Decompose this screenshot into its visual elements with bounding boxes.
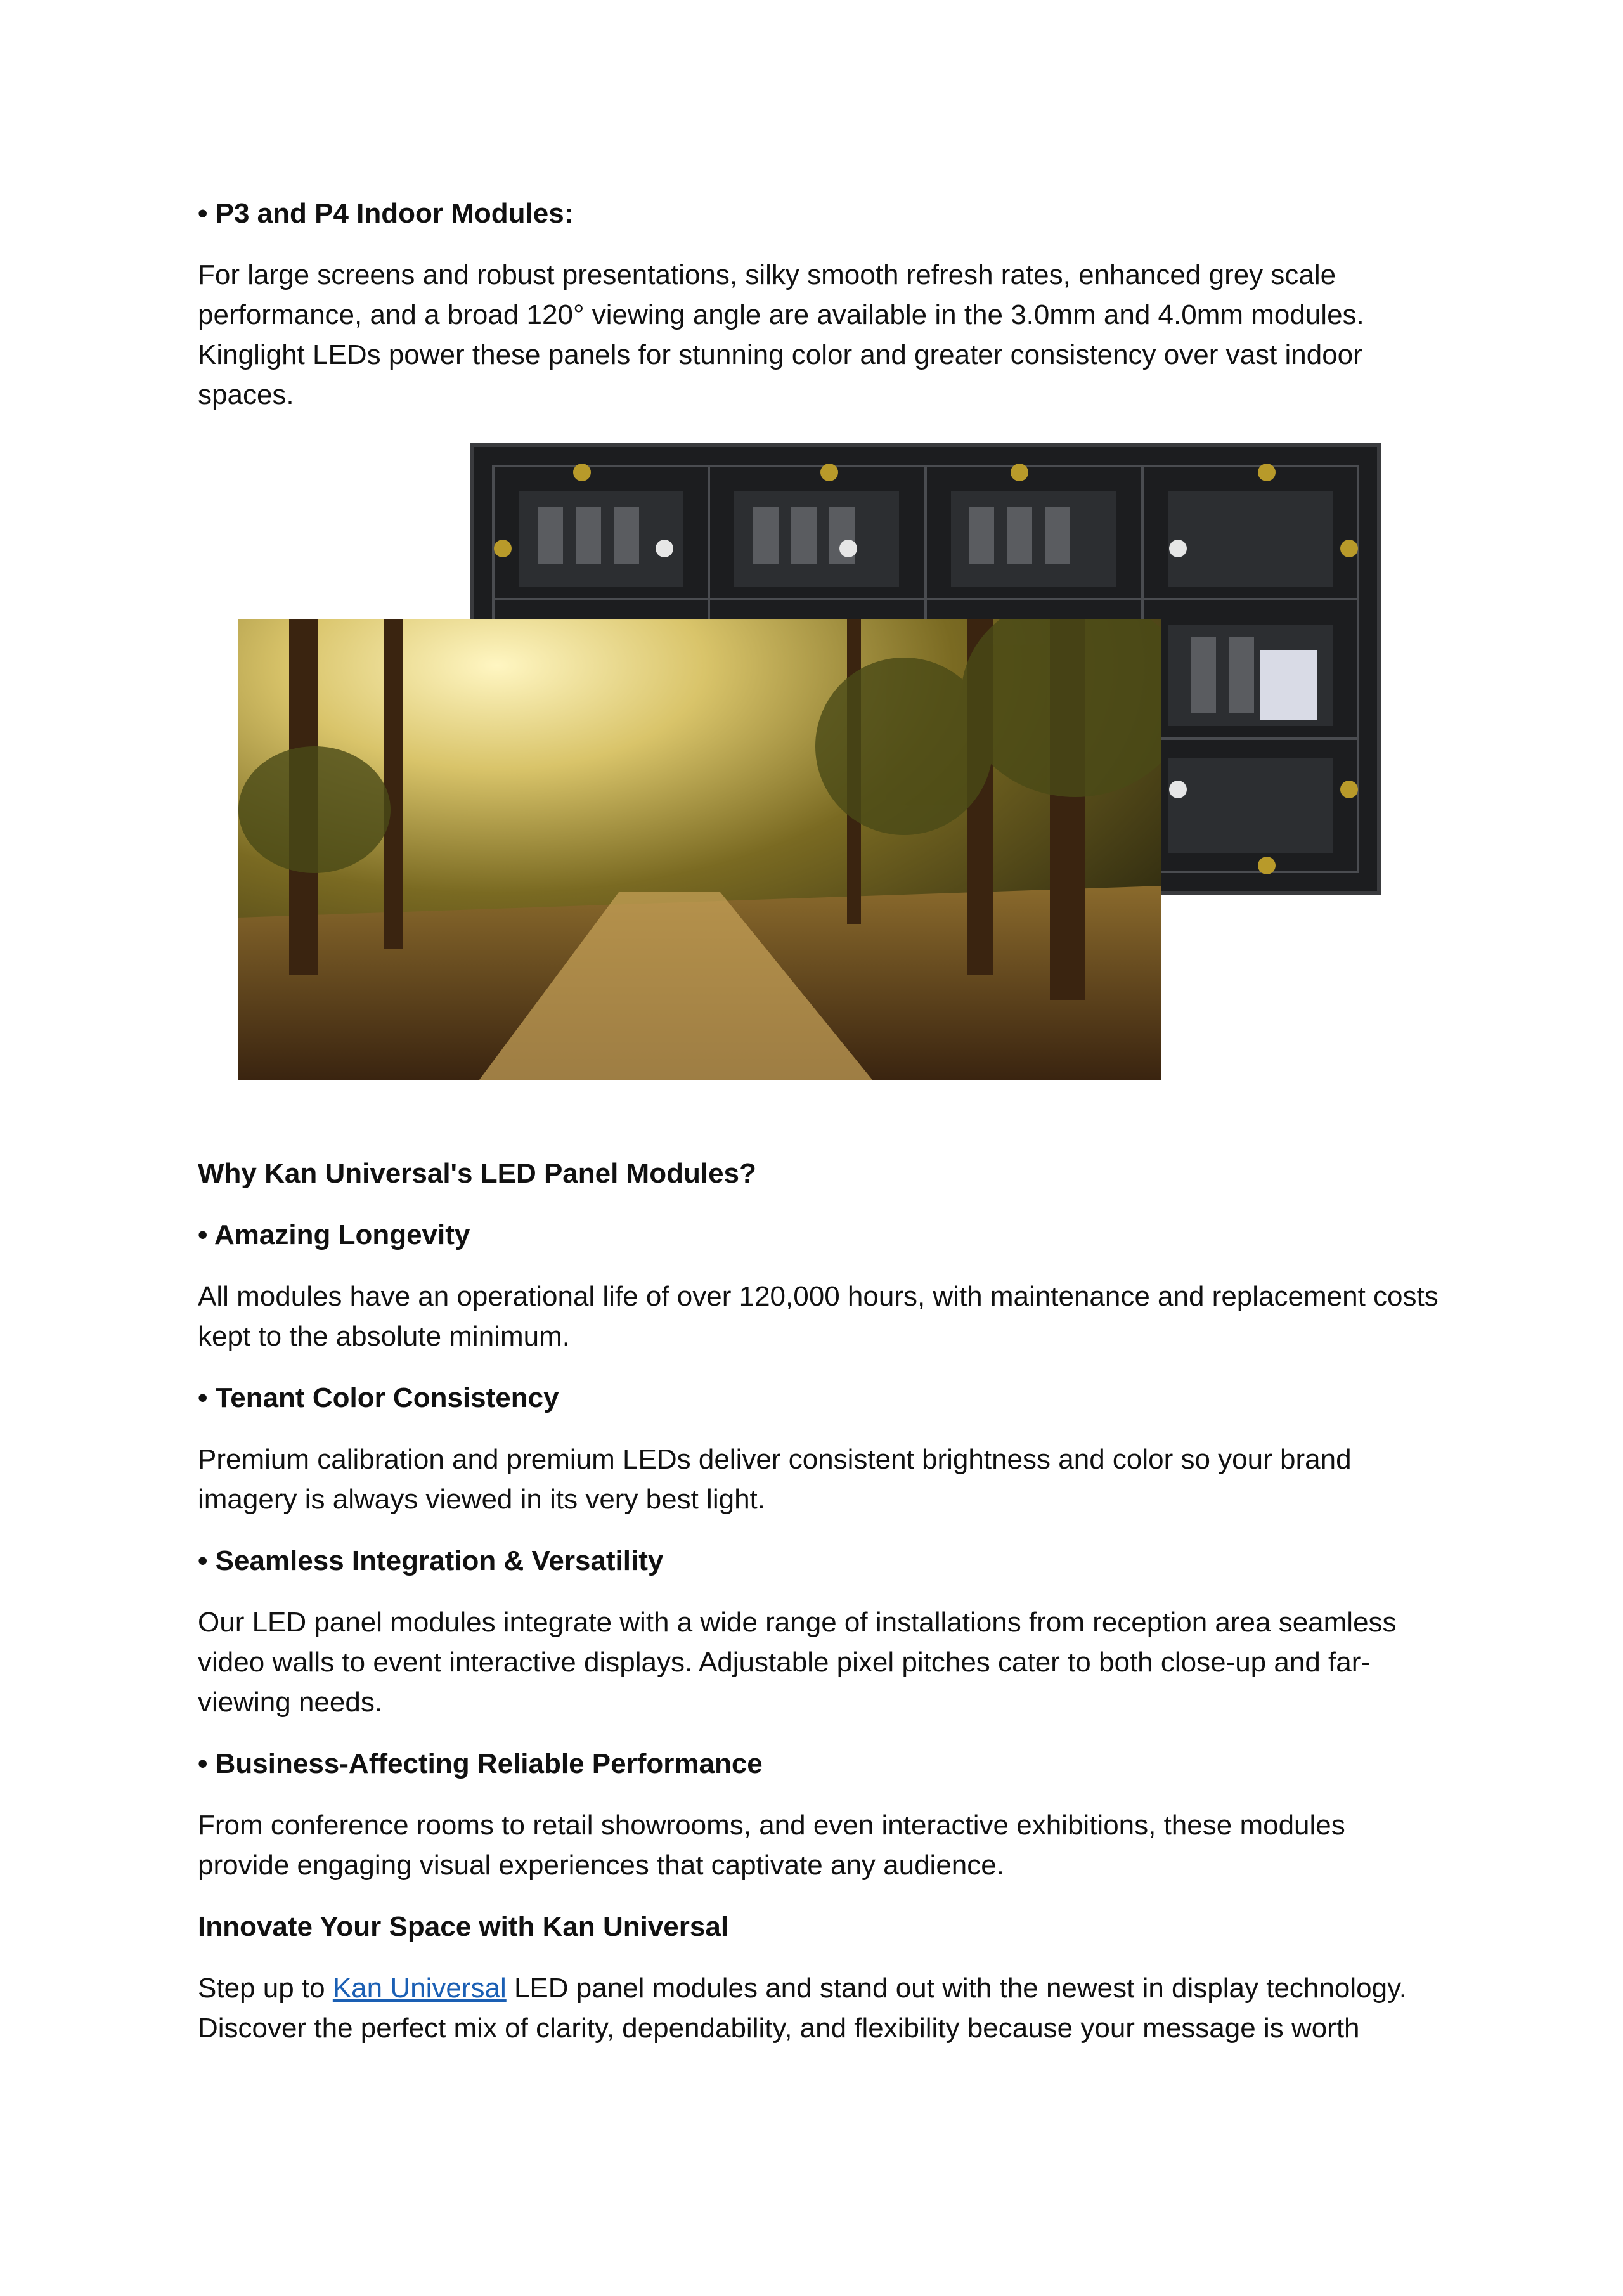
- paragraph-line: Our LED panel modules integrate with a wide range of installations from reception area seamless: [198, 1607, 1397, 1638]
- paragraph-line: viewing needs.: [198, 1687, 383, 1718]
- item-title-color-consistency: • Tenant Color Consistency: [198, 1382, 559, 1413]
- paragraph-line: imagery is always viewed in its very best light.: [198, 1484, 765, 1515]
- section-heading-p3-p4: • P3 and P4 Indoor Modules:: [198, 198, 574, 229]
- paragraph-line: performance, and a broad 120° viewing angle are available in the 3.0mm and 4.0mm modules.: [198, 299, 1364, 330]
- item-title-integration: • Seamless Integration & Versatility: [198, 1545, 664, 1576]
- section-heading-innovate: Innovate Your Space with Kan Universal: [198, 1911, 729, 1942]
- section-heading-why: Why Kan Universal's LED Panel Modules?: [198, 1158, 756, 1189]
- paragraph-line: Discover the perfect mix of clarity, dependability, and flexibility because your message is worth: [198, 2013, 1360, 2044]
- paragraph-line: All modules have an operational life of over 120,000 hours, with maintenance and replacement costs: [198, 1281, 1439, 1312]
- paragraph-line: video walls to event interactive displays. Adjustable pixel pitches cater to both close-up and far-: [198, 1647, 1371, 1678]
- paragraph-line: Premium calibration and premium LEDs deliver consistent brightness and color so your brand: [198, 1444, 1352, 1475]
- led-module-figure: [198, 443, 1459, 1096]
- paragraph-line: For large screens and robust presentations, silky smooth refresh rates, enhanced grey scale: [198, 259, 1336, 290]
- text-after-link: LED panel modules and stand out with the newest in display technology.: [506, 1973, 1407, 2004]
- forest-path-photo: [238, 619, 1161, 1080]
- paragraph-line-with-link: [198, 1968, 1459, 2008]
- kan-universal-link[interactable]: Kan Universal: [332, 1973, 507, 2004]
- forest-illustration: [238, 619, 1161, 1080]
- paragraph-line: From conference rooms to retail showrooms, and even interactive exhibitions, these modules: [198, 1810, 1345, 1841]
- paragraph-line: Kinglight LEDs power these panels for stunning color and greater consistency over vast indoor: [198, 339, 1362, 370]
- item-title-longevity: • Amazing Longevity: [198, 1219, 470, 1250]
- page-content: [198, 193, 1459, 2048]
- text-before-link: Step up to: [198, 1973, 333, 2004]
- paragraph-line: kept to the absolute minimum.: [198, 1321, 570, 1352]
- paragraph-line: spaces.: [198, 379, 294, 410]
- paragraph-line: provide engaging visual experiences that captivate any audience.: [198, 1850, 1004, 1881]
- item-title-performance: • Business-Affecting Reliable Performance: [198, 1748, 763, 1779]
